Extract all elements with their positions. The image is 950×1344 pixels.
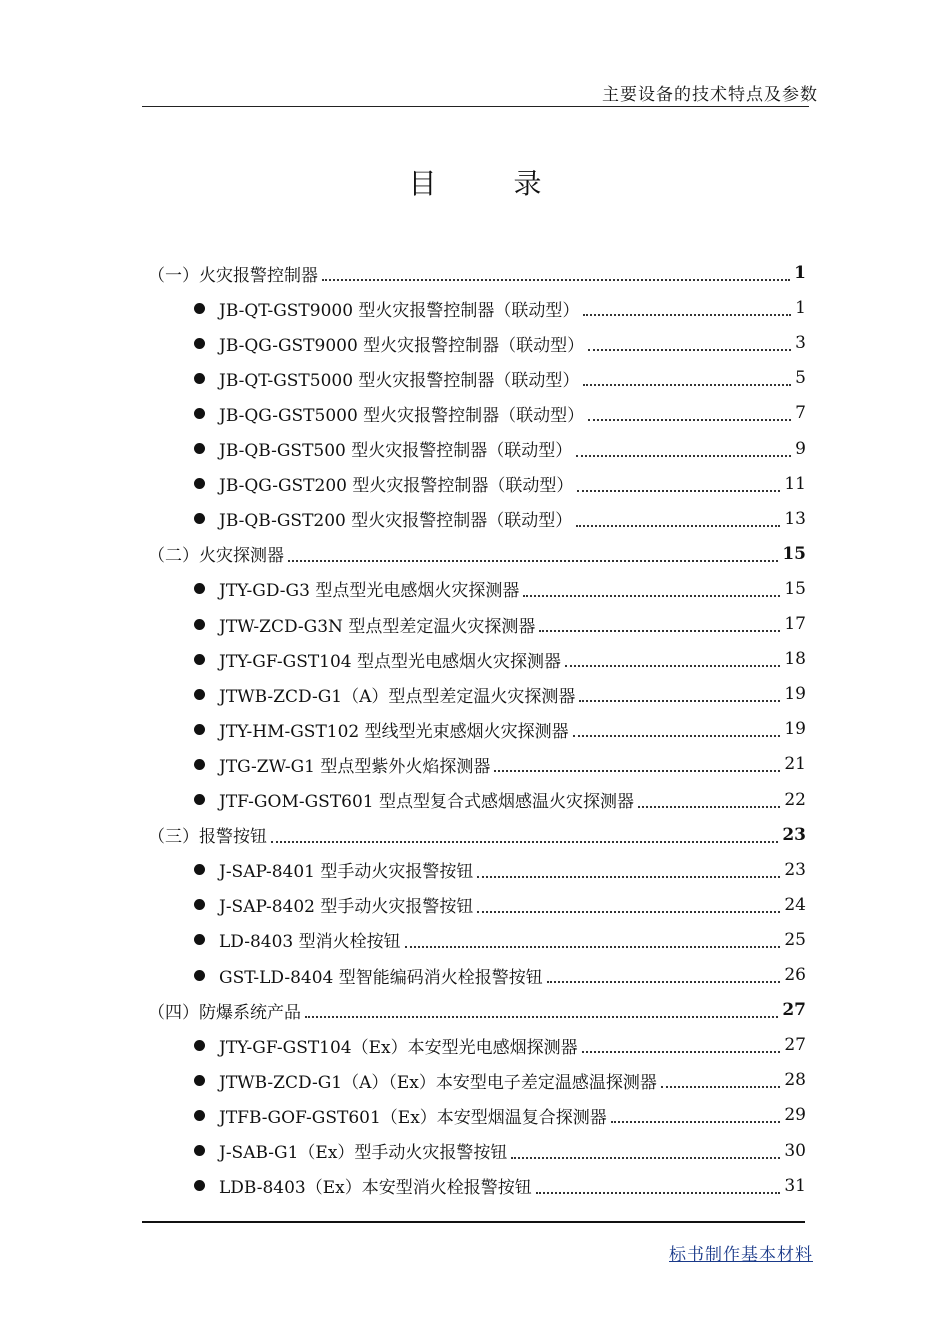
bullet-icon [194, 1180, 205, 1191]
toc-label: JTG-ZW-G1 型点型紫外火焰探测器 [219, 756, 491, 777]
header-rule [142, 106, 809, 107]
toc-page-number: 27 [782, 1000, 806, 1021]
bullet-icon [194, 794, 205, 805]
bullet-icon [194, 338, 205, 349]
dot-leader [577, 490, 780, 492]
bullet-icon [194, 513, 205, 524]
dot-leader [271, 841, 778, 843]
toc-label: JB-QG-GST5000 型火灾报警控制器（联动型） [219, 405, 585, 426]
toc-label: JB-QG-GST9000 型火灾报警控制器（联动型） [219, 335, 585, 356]
dot-leader [511, 1157, 780, 1159]
toc-page-number: 22 [784, 789, 806, 810]
dot-leader [322, 279, 790, 281]
dot-leader [588, 419, 791, 421]
toc-item[interactable] [194, 923, 806, 957]
toc-page-number: 31 [784, 1175, 806, 1196]
toc-item[interactable] [194, 712, 806, 746]
bullet-icon [194, 303, 205, 314]
toc-item[interactable] [194, 1098, 806, 1132]
dot-leader [477, 876, 780, 878]
toc-page-number: 28 [784, 1070, 806, 1091]
toc-section[interactable] [148, 818, 806, 852]
toc-label: J-SAB-G1（Ex）型手动火灾报警按钮 [219, 1143, 508, 1163]
toc-item[interactable] [194, 572, 806, 606]
toc-item[interactable] [194, 432, 806, 466]
bullet-icon [194, 724, 205, 735]
toc-page-number: 29 [784, 1105, 806, 1126]
dot-leader [583, 314, 791, 316]
bullet-icon [194, 1040, 205, 1051]
toc-label: JTF-GOM-GST601 型点型复合式感烟感温火灾探测器 [219, 792, 635, 812]
toc-item[interactable] [194, 1169, 806, 1203]
dot-leader [588, 349, 791, 351]
toc-section[interactable] [148, 256, 806, 290]
toc-item[interactable] [194, 361, 806, 395]
bullet-icon [194, 619, 205, 630]
bullet-icon [194, 443, 205, 454]
dot-leader [547, 981, 781, 983]
dot-leader [536, 1192, 781, 1194]
toc-label: JTY-GF-GST104 型点型光电感烟火灾探测器 [219, 651, 562, 672]
toc-page-number: 27 [784, 1035, 806, 1056]
toc-label: JTWB-ZCD-G1（A）型点型差定温火灾探测器 [219, 686, 576, 707]
bullet-icon [194, 970, 205, 981]
dot-leader [582, 1051, 781, 1053]
toc-label: JB-QG-GST200 型火灾报警控制器（联动型） [219, 476, 574, 497]
toc-label: JTFB-GOF-GST601（Ex）本安型烟温复合探测器 [219, 1107, 607, 1128]
toc-label: J-SAP-8402 型手动火灾报警按钮 [219, 897, 474, 918]
toc-item[interactable] [194, 958, 806, 992]
dot-leader [661, 1086, 781, 1088]
toc-label: JTWB-ZCD-G1（A）（Ex）本安型电子差定温感温探测器 [219, 1072, 657, 1093]
dot-leader [565, 665, 780, 667]
toc-page-number: 24 [784, 894, 806, 915]
bullet-icon [194, 759, 205, 770]
toc-page-number: 15 [784, 578, 806, 599]
toc-page-number: 5 [795, 368, 806, 389]
toc-page-number: 17 [784, 614, 806, 634]
toc-page-number: 9 [795, 438, 806, 459]
toc-label: JTY-GF-GST104（Ex）本安型光电感烟探测器 [219, 1037, 578, 1058]
dot-leader [638, 806, 780, 808]
bullet-icon [194, 1145, 205, 1156]
toc-item[interactable] [194, 1063, 806, 1097]
toc-item[interactable] [194, 467, 806, 501]
bullet-icon [194, 689, 205, 700]
toc-page-number: 19 [784, 719, 806, 740]
toc-item[interactable] [194, 642, 806, 676]
page-title: 目 录 [408, 167, 576, 200]
bullet-icon [194, 373, 205, 384]
toc-label: JB-QB-GST200 型火灾报警控制器（联动型） [219, 511, 573, 532]
toc-label: JB-QT-GST5000 型火灾报警控制器（联动型） [219, 370, 580, 391]
toc-label: （三）报警按钮 [148, 827, 267, 848]
toc-label: LDB-8403（Ex）本安型消火栓报警按钮 [219, 1178, 532, 1199]
toc-label: （二）火灾探测器 [148, 546, 284, 567]
toc-item[interactable] [194, 783, 806, 817]
toc-item[interactable] [194, 677, 806, 711]
toc-item[interactable] [194, 888, 806, 922]
bullet-icon [194, 654, 205, 665]
toc-label: J-SAP-8401 型手动火灾报警按钮 [219, 862, 474, 883]
toc-label: JTY-GD-G3 型点型光电感烟火灾探测器 [219, 581, 520, 602]
toc-item[interactable] [194, 853, 806, 887]
bullet-icon [194, 1075, 205, 1086]
toc-label: JB-QT-GST9000 型火灾报警控制器（联动型） [219, 300, 580, 321]
dot-leader [611, 1121, 781, 1123]
dot-leader [405, 946, 781, 948]
dot-leader [305, 1016, 778, 1018]
toc-item[interactable] [194, 396, 806, 430]
page-footer[interactable]: 标书制作基本材料 [669, 1245, 813, 1265]
toc-page-number: 23 [784, 859, 806, 880]
toc-page-number: 7 [795, 403, 806, 424]
toc-page-number: 25 [784, 929, 806, 950]
toc-page-number: 18 [784, 649, 806, 670]
dot-leader [539, 630, 780, 632]
bullet-icon [194, 583, 205, 594]
dot-leader [523, 595, 780, 597]
toc-label: LD-8403 型消火栓按钮 [219, 932, 401, 953]
toc-page-number: 21 [784, 754, 806, 775]
dot-leader [579, 700, 780, 702]
toc-page-number: 1 [795, 298, 806, 319]
toc-page-number: 19 [784, 684, 806, 705]
toc-label: JTY-HM-GST102 型线型光束感烟火灾探测器 [219, 721, 569, 742]
toc-label: JB-QB-GST500 型火灾报警控制器（联动型） [219, 441, 573, 461]
toc-page-number: 3 [795, 333, 806, 354]
dot-leader [288, 560, 778, 562]
toc-page-number: 30 [784, 1140, 806, 1161]
bullet-icon [194, 899, 205, 910]
bullet-icon [194, 1110, 205, 1121]
toc-label: （一）火灾报警控制器 [148, 265, 318, 286]
toc-section[interactable] [148, 993, 806, 1027]
toc-item[interactable] [194, 747, 806, 781]
toc-item[interactable] [194, 502, 806, 536]
toc-item[interactable] [194, 607, 806, 641]
dot-leader [576, 525, 780, 527]
dot-leader [494, 770, 780, 772]
bullet-icon [194, 408, 205, 419]
toc-label: JTW-ZCD-G3N 型点型差定温火灾探测器 [219, 616, 536, 637]
toc-page-number: 15 [782, 543, 806, 564]
toc-item[interactable] [194, 326, 806, 360]
toc-item[interactable] [194, 1028, 806, 1062]
page-header: 主要设备的技术特点及参数 [602, 85, 818, 105]
toc-label: （四）防爆系统产品 [148, 1002, 301, 1023]
bullet-icon [194, 478, 205, 489]
toc-page-number: 1 [794, 263, 806, 283]
toc-item[interactable] [194, 1134, 806, 1168]
dot-leader [576, 455, 791, 457]
toc-page-number: 13 [784, 508, 806, 529]
toc-label: GST-LD-8404 型智能编码消火栓报警按钮 [219, 967, 543, 988]
bullet-icon [194, 864, 205, 875]
toc-item[interactable] [194, 291, 806, 325]
toc-section[interactable] [148, 537, 806, 571]
toc-page-number: 23 [782, 824, 806, 845]
dot-leader [583, 384, 791, 386]
bullet-icon [194, 934, 205, 945]
dot-leader [573, 735, 781, 737]
toc-page-number: 11 [784, 473, 806, 494]
dot-leader [477, 911, 780, 913]
toc-page-number: 26 [784, 965, 806, 985]
footer-rule [142, 1221, 805, 1223]
